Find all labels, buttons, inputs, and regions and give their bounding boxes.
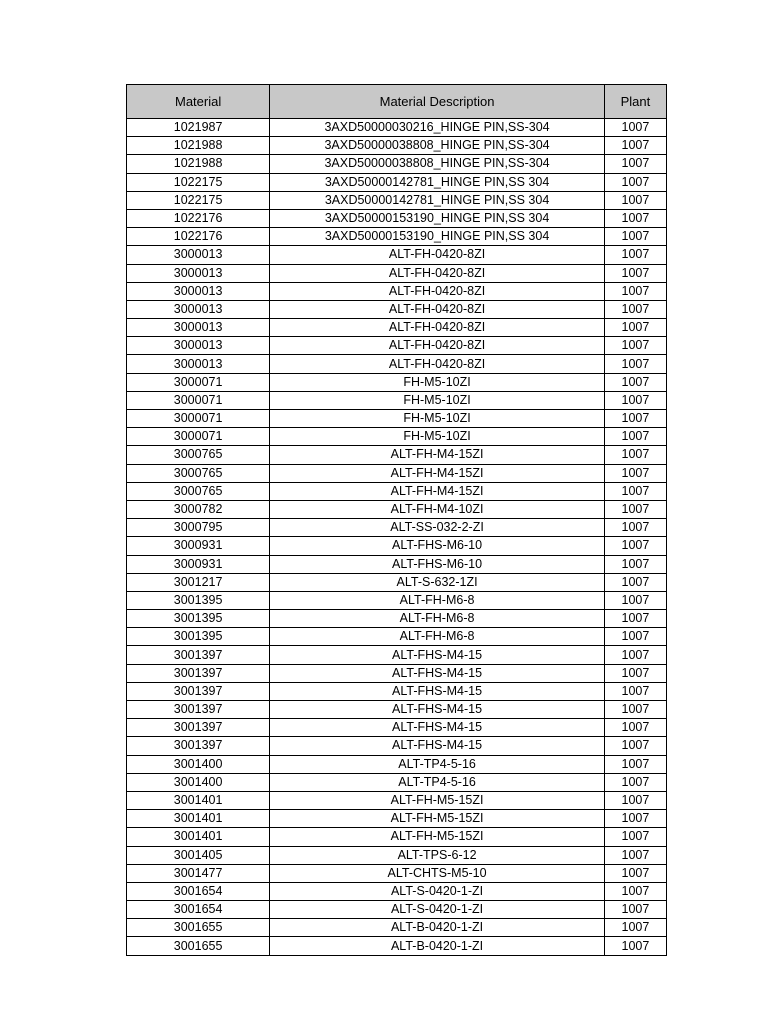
cell-material-description: FH-M5-10ZI: [270, 410, 605, 428]
table-row: [127, 300, 667, 318]
cell-plant: 1007: [604, 282, 666, 300]
cell-plant: 1007: [604, 591, 666, 609]
cell-material-description: ALT-FHS-M6-10: [270, 555, 605, 573]
table-row: [127, 846, 667, 864]
cell-plant: 1007: [604, 337, 666, 355]
cell-material: 1022176: [127, 228, 270, 246]
cell-material-description: ALT-CHTS-M5-10: [270, 864, 605, 882]
cell-material-description: ALT-FH-M4-15ZI: [270, 482, 605, 500]
header-material: Material: [127, 85, 270, 119]
cell-material: 1021988: [127, 137, 270, 155]
cell-plant: 1007: [604, 610, 666, 628]
cell-material: 3000013: [127, 264, 270, 282]
cell-material: 3000071: [127, 428, 270, 446]
table-row: [127, 646, 667, 664]
cell-material-description: 3AXD50000030216_HINGE PIN,SS-304: [270, 119, 605, 137]
cell-material-description: ALT-TPS-6-12: [270, 846, 605, 864]
table-row: [127, 464, 667, 482]
cell-material-description: ALT-B-0420-1-ZI: [270, 919, 605, 937]
table-row: [127, 173, 667, 191]
cell-plant: 1007: [604, 901, 666, 919]
cell-material: 1022176: [127, 209, 270, 227]
cell-material: 3000013: [127, 246, 270, 264]
header-material-description: Material Description: [270, 85, 605, 119]
cell-plant: 1007: [604, 682, 666, 700]
cell-material-description: ALT-FHS-M4-15: [270, 701, 605, 719]
cell-plant: 1007: [604, 773, 666, 791]
cell-material: 3000013: [127, 282, 270, 300]
table-row: [127, 119, 667, 137]
header-row: [127, 85, 667, 119]
cell-material: 3000765: [127, 446, 270, 464]
cell-plant: 1007: [604, 646, 666, 664]
cell-material: 3000013: [127, 337, 270, 355]
cell-material: 3000931: [127, 555, 270, 573]
cell-material: 3001400: [127, 755, 270, 773]
table-row: [127, 701, 667, 719]
table-row: [127, 428, 667, 446]
cell-material: 3001397: [127, 664, 270, 682]
cell-plant: 1007: [604, 791, 666, 809]
cell-material-description: ALT-FHS-M4-15: [270, 737, 605, 755]
cell-plant: 1007: [604, 173, 666, 191]
cell-material: 3001397: [127, 646, 270, 664]
cell-plant: 1007: [604, 446, 666, 464]
table-row: [127, 919, 667, 937]
table-row: [127, 664, 667, 682]
cell-material: 3001397: [127, 737, 270, 755]
cell-plant: 1007: [604, 246, 666, 264]
cell-plant: 1007: [604, 573, 666, 591]
cell-plant: 1007: [604, 664, 666, 682]
cell-plant: 1007: [604, 519, 666, 537]
cell-plant: 1007: [604, 355, 666, 373]
cell-material: 3001401: [127, 810, 270, 828]
cell-material-description: 3AXD50000142781_HINGE PIN,SS 304: [270, 191, 605, 209]
cell-plant: 1007: [604, 864, 666, 882]
cell-material-description: ALT-FH-0420-8ZI: [270, 246, 605, 264]
cell-material-description: ALT-FHS-M4-15: [270, 719, 605, 737]
table-row: [127, 628, 667, 646]
cell-material-description: ALT-FHS-M4-15: [270, 664, 605, 682]
table-row: [127, 228, 667, 246]
table-row: [127, 246, 667, 264]
table-row: [127, 391, 667, 409]
cell-material: 3000013: [127, 319, 270, 337]
cell-material: 3001654: [127, 882, 270, 900]
cell-material-description: ALT-FH-M5-15ZI: [270, 791, 605, 809]
cell-material-description: 3AXD50000038808_HINGE PIN,SS-304: [270, 137, 605, 155]
cell-material-description: ALT-S-0420-1-ZI: [270, 901, 605, 919]
table-row: [127, 719, 667, 737]
cell-material-description: ALT-B-0420-1-ZI: [270, 937, 605, 955]
table-row: [127, 155, 667, 173]
cell-material-description: FH-M5-10ZI: [270, 428, 605, 446]
table-row: [127, 810, 667, 828]
cell-material-description: 3AXD50000142781_HINGE PIN,SS 304: [270, 173, 605, 191]
cell-material-description: 3AXD50000153190_HINGE PIN,SS 304: [270, 228, 605, 246]
table-row: [127, 682, 667, 700]
cell-material: 3000071: [127, 391, 270, 409]
cell-plant: 1007: [604, 555, 666, 573]
cell-material: 1022175: [127, 191, 270, 209]
cell-material: 3001654: [127, 901, 270, 919]
cell-material: 3000931: [127, 537, 270, 555]
table-row: [127, 446, 667, 464]
cell-material: 3000765: [127, 464, 270, 482]
cell-plant: 1007: [604, 319, 666, 337]
cell-plant: 1007: [604, 209, 666, 227]
cell-material-description: ALT-FH-0420-8ZI: [270, 282, 605, 300]
cell-material: 3001397: [127, 719, 270, 737]
cell-material: 3001405: [127, 846, 270, 864]
cell-plant: 1007: [604, 482, 666, 500]
table-row: [127, 591, 667, 609]
table-row: [127, 610, 667, 628]
cell-plant: 1007: [604, 846, 666, 864]
cell-material-description: ALT-S-0420-1-ZI: [270, 882, 605, 900]
cell-plant: 1007: [604, 464, 666, 482]
cell-material: 3001397: [127, 701, 270, 719]
cell-plant: 1007: [604, 701, 666, 719]
cell-material-description: 3AXD50000153190_HINGE PIN,SS 304: [270, 209, 605, 227]
table-row: [127, 337, 667, 355]
table-row: [127, 373, 667, 391]
cell-material-description: ALT-FH-M4-10ZI: [270, 500, 605, 518]
cell-material: 3001395: [127, 628, 270, 646]
cell-material: 3001477: [127, 864, 270, 882]
cell-plant: 1007: [604, 373, 666, 391]
table-row: [127, 137, 667, 155]
cell-material-description: ALT-TP4-5-16: [270, 755, 605, 773]
cell-plant: 1007: [604, 155, 666, 173]
cell-material-description: ALT-FH-M4-15ZI: [270, 446, 605, 464]
cell-material-description: ALT-FH-0420-8ZI: [270, 300, 605, 318]
cell-material: 3001401: [127, 828, 270, 846]
cell-material: 1021987: [127, 119, 270, 137]
table-row: [127, 555, 667, 573]
cell-material: 3000765: [127, 482, 270, 500]
cell-plant: 1007: [604, 391, 666, 409]
table-row: [127, 537, 667, 555]
cell-material-description: ALT-FHS-M4-15: [270, 682, 605, 700]
table-row: [127, 573, 667, 591]
material-table: [126, 84, 667, 956]
cell-plant: 1007: [604, 755, 666, 773]
cell-material: 3001397: [127, 682, 270, 700]
table-row: [127, 482, 667, 500]
table-row: [127, 319, 667, 337]
cell-material: 1022175: [127, 173, 270, 191]
table-row: [127, 773, 667, 791]
table-header: [127, 85, 667, 119]
cell-plant: 1007: [604, 228, 666, 246]
cell-plant: 1007: [604, 719, 666, 737]
cell-material-description: ALT-FH-0420-8ZI: [270, 337, 605, 355]
cell-material-description: 3AXD50000038808_HINGE PIN,SS-304: [270, 155, 605, 173]
table-row: [127, 937, 667, 955]
cell-material-description: ALT-FH-M4-15ZI: [270, 464, 605, 482]
cell-material: 3001400: [127, 773, 270, 791]
cell-material: 3000071: [127, 373, 270, 391]
cell-material: 3001395: [127, 610, 270, 628]
header-plant: Plant: [604, 85, 666, 119]
table-row: [127, 882, 667, 900]
table-row: [127, 791, 667, 809]
cell-material-description: ALT-FH-M5-15ZI: [270, 810, 605, 828]
cell-material-description: ALT-SS-032-2-ZI: [270, 519, 605, 537]
cell-material: 3000782: [127, 500, 270, 518]
cell-material: 3000071: [127, 410, 270, 428]
cell-material-description: ALT-FH-M6-8: [270, 591, 605, 609]
cell-plant: 1007: [604, 191, 666, 209]
cell-plant: 1007: [604, 137, 666, 155]
table-row: [127, 264, 667, 282]
cell-plant: 1007: [604, 628, 666, 646]
cell-plant: 1007: [604, 410, 666, 428]
cell-material: 3001395: [127, 591, 270, 609]
cell-plant: 1007: [604, 810, 666, 828]
table-row: [127, 519, 667, 537]
cell-material: 3001401: [127, 791, 270, 809]
cell-material-description: ALT-FH-0420-8ZI: [270, 319, 605, 337]
table-row: [127, 410, 667, 428]
cell-material-description: ALT-FH-0420-8ZI: [270, 264, 605, 282]
table-row: [127, 737, 667, 755]
cell-plant: 1007: [604, 919, 666, 937]
cell-plant: 1007: [604, 882, 666, 900]
cell-material-description: FH-M5-10ZI: [270, 373, 605, 391]
cell-material: 3000795: [127, 519, 270, 537]
cell-material: 3000013: [127, 300, 270, 318]
cell-material: 3001217: [127, 573, 270, 591]
cell-plant: 1007: [604, 264, 666, 282]
cell-plant: 1007: [604, 537, 666, 555]
cell-material-description: ALT-S-632-1ZI: [270, 573, 605, 591]
cell-plant: 1007: [604, 500, 666, 518]
cell-material-description: ALT-FH-0420-8ZI: [270, 355, 605, 373]
cell-material: 3001655: [127, 919, 270, 937]
table-row: [127, 864, 667, 882]
table-row: [127, 500, 667, 518]
cell-material-description: ALT-FH-M6-8: [270, 628, 605, 646]
cell-plant: 1007: [604, 300, 666, 318]
cell-material-description: ALT-FHS-M6-10: [270, 537, 605, 555]
cell-material-description: ALT-FHS-M4-15: [270, 646, 605, 664]
cell-material: 1021988: [127, 155, 270, 173]
table-body: [127, 119, 667, 956]
cell-material: 3000013: [127, 355, 270, 373]
cell-plant: 1007: [604, 119, 666, 137]
cell-plant: 1007: [604, 937, 666, 955]
table-row: [127, 755, 667, 773]
cell-material: 3001655: [127, 937, 270, 955]
cell-material-description: ALT-TP4-5-16: [270, 773, 605, 791]
cell-plant: 1007: [604, 737, 666, 755]
table-row: [127, 282, 667, 300]
cell-plant: 1007: [604, 428, 666, 446]
cell-material-description: ALT-FH-M5-15ZI: [270, 828, 605, 846]
table-row: [127, 209, 667, 227]
table-row: [127, 191, 667, 209]
table-row: [127, 901, 667, 919]
cell-plant: 1007: [604, 828, 666, 846]
table-row: [127, 355, 667, 373]
cell-material-description: FH-M5-10ZI: [270, 391, 605, 409]
table-row: [127, 828, 667, 846]
cell-material-description: ALT-FH-M6-8: [270, 610, 605, 628]
